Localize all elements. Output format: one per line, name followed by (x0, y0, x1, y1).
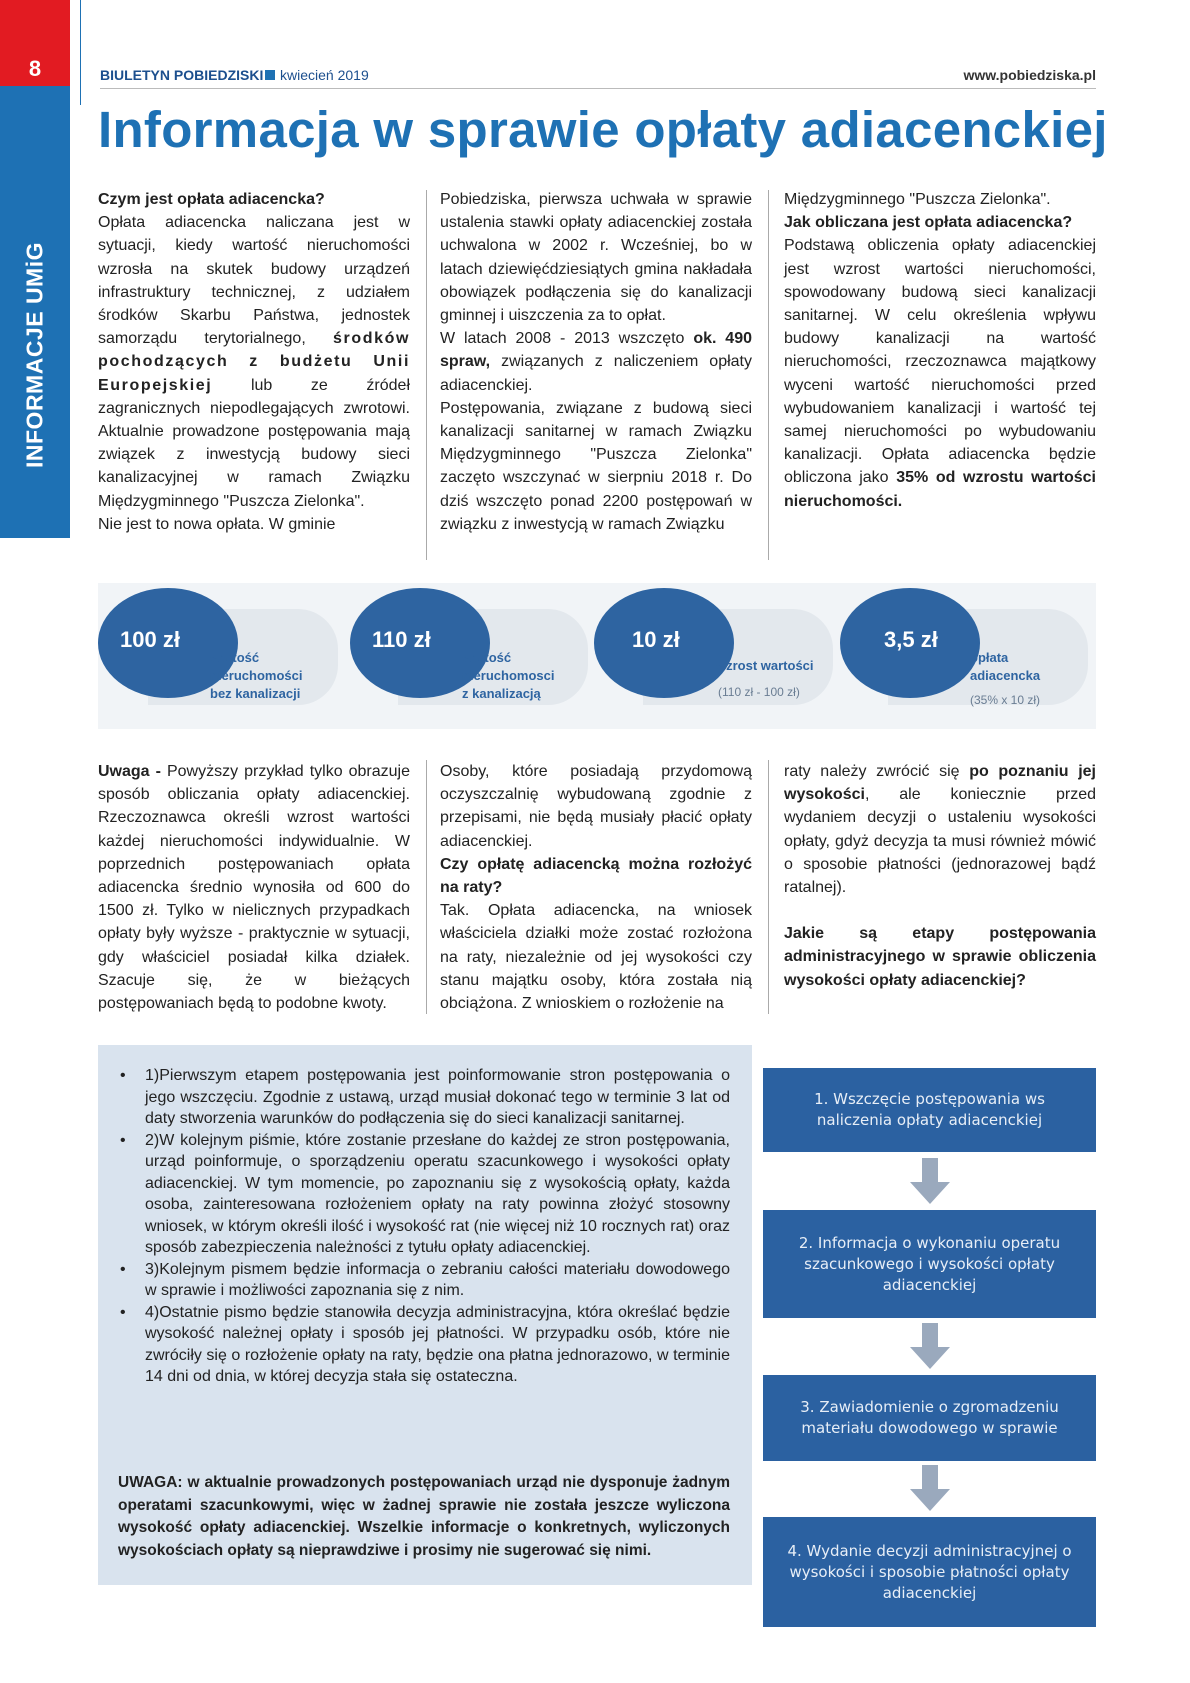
paragraph: Opłata adiacencka naliczana jest w sytuacji, kiedy wartość nieruchomości wzrosła na skutek budowy urządzeń infrastruktury technicznej, z udziałem środków Skarbu Państwa, jednostek samorządu terytorialnego, środków pochodzących z budżetu Unii Europejskiej lub ze źródeł zagranicznych niepodlegających zwrotowi. Aktualnie prowadzone postępowania mają związek z inwestycją budowy sieci kanalizacyjnej w ramach Związku Międzygminnego "Puszcza Zielonka". (98, 214, 410, 510)
section-label: INFORMACJE UMiG (21, 242, 48, 468)
value-label: opłata adiacencka (970, 650, 1041, 683)
section-label-wrap (17, 230, 53, 480)
warning-note: UWAGA: w aktualnie prowadzonych postępowaniach urząd nie dysponuje żadnym operatami szacunkowymi, więc w żadnej sprawie nie została jeszcze wyliczona wysokość opłaty adiacenckiej. Wszelkie informacje o konkretnych, wyliczonych wysokościach opłaty są nieprawdziwe i prosimy nie sugerować się nimi. (118, 1474, 730, 1559)
value-amount: 110 zł (372, 627, 431, 652)
list-item: • 2)W kolejnym piśmie, które zostanie przesłane do każdej ze stron postępowania, urząd poinformuje, o sporządzeniu operatu szacunkowego i wysokości opłaty adiacenckiej. W tym momencie, po zapoznaniu się z wysokością opłaty, każda osoba, zainteresowana rozłożeniem opłaty na raty powinna złożyć stosowny wniosek, w którym określi ilość i wysokość rat (nie więcej niż 10 rocznych rat) oraz sposób zabezpieczenia należności z tytułu opłaty adiacenckiej. (118, 1130, 730, 1259)
paragraph: Uwaga - Powyższy przykład tylko obrazuje sposób obliczania opłaty adiacenckiej. Rzeczoznawca określi wzrost wartości każdej nieruchomości indywidualnie. W poprzednich postępowaniach opłata adiacencka średnio wynosiła od 600 do 1500 zł. Tylko w nielicznych przypadkach opłaty były wyższe - praktycznie w sytuacji, gdy właściciel posiadał kilka działek. Szacuje się, że w bieżących postępowaniach będą to podobne kwoty. (98, 763, 410, 1013)
paragraph: W latach 2008 - 2013 wszczęto ok. 490 spraw, związanych z naliczeniem opłaty adiacenckiej. (440, 330, 752, 394)
paragraph: Nie jest to nowa opłata. W gminie (98, 515, 336, 533)
steps-list (118, 1065, 730, 1388)
value-label: wzrost wartości (716, 658, 814, 673)
paragraph: Międzygminnego "Puszcza Zielonka". (784, 191, 1051, 208)
arrow-down-icon (910, 1323, 950, 1371)
column-divider (768, 190, 769, 560)
value-amount: 3,5 zł (884, 627, 938, 652)
flow-step-3: 3. Zawiadomienie o zgromadzeniu materiału dowodowego w sprawie (763, 1375, 1096, 1461)
flow-step-1: 1. Wszczęcie postępowania ws naliczenia opłaty adiacenckiej (763, 1068, 1096, 1152)
list-item: • 3)Kolejnym pismem będzie informacja o zebraniu całości materiału dowodowego w sprawie i możliwości zapoznania się z nim. (118, 1259, 730, 1302)
value-label: wartość nieruchomości bez kanalizacji (210, 650, 303, 701)
header-square-icon (265, 70, 275, 80)
top-column-1 (98, 188, 410, 536)
publication-name: BIULETYN POBIEDZISKI (100, 67, 264, 83)
procedure-steps-box (98, 1045, 752, 1585)
arrow-down-icon (910, 1465, 950, 1513)
mid-column-3 (784, 760, 1096, 992)
flow-step-2: 2. Informacja o wykonaniu operatu szacunkowego i wysokości opłaty adiacenckiej (763, 1210, 1096, 1318)
paragraph: Pobiedziska, pierwsza uchwała w sprawie ustalenia stawki opłaty adiacenckiej została uchwalona w 2002 r. Wcześniej, bo w latach dziewięćdziesiątych gmina nakładała obowiązek podłączenia się do kanalizacji gminnej i uiszczenia za to opłat. (440, 191, 752, 325)
heading-what-is: Czym jest opłata adiacencka? (98, 191, 325, 208)
value-formula: (35% x 10 zł) (970, 693, 1041, 707)
issue-date: kwiecień 2019 (280, 67, 369, 83)
heading-stages: Jakie są etapy postępowania administracyjnego w sprawie obliczenia wysokości opłaty adiacenckiej? (784, 925, 1096, 989)
heading-how-calculated: Jak obliczana jest opłata adiacencka? (784, 214, 1073, 232)
paragraph: Podstawą obliczenia opłaty adiacenckiej jest wzrost wartości nieruchomości, spowodowany budową sieci kanalizacji sanitarnej. W celu określenia wpływu budowy kanalizacji na wartość nieruchomości, rzeczoznawca majątkowy wyceni wartość nieruchomości przed wybudowaniem kanalizacji i wartość tej samej nieruchomości po wybudowaniu kanalizacji. Opłata adiacencka będzie obliczona jako 35% od wzrostu wartości nieruchomości. (784, 237, 1097, 510)
running-header (100, 67, 1096, 89)
column-divider (768, 760, 769, 1014)
website-url[interactable]: www.pobiedziska.pl (963, 67, 1096, 83)
page-number: 8 (28, 56, 42, 81)
list-item: • 1)Pierwszym etapem postępowania jest poinformowanie stron postępowania o jego wszczęciu. Zgodnie z ustawą, urząd musiał dokonać tego w terminie 3 lat od daty stworzenia warunków do podłączenia się do sieci kanalizacji sanitarnej. (118, 1065, 730, 1130)
top-column-3 (784, 188, 1096, 513)
header-divider (100, 88, 1096, 89)
list-item: • 4)Ostatnie pismo będzie stanowiła decyzja administracyjna, która określać będzie wysokość należnej opłaty i sposób jej płatności. W przypadku osób, które nie zwróciły się o rozłożenie opłaty na raty, będzie ona płatna jednorazowo, w terminie 14 dni od dnia, w której decyzja stała się ostateczna. (118, 1302, 730, 1388)
value-label: wartość nieruchomosci z kanalizacją (462, 650, 555, 701)
paragraph: Postępowania, związane z budową sieci kanalizacji sanitarnej w ramach Związku Międzygminnego "Puszcza Zielonka" zaczęto wszczynać w sierpniu 2018 r. Do dziś wszczęto ponad 2200 postępowań w związku z inwestycją w ramach Związku (440, 399, 752, 533)
column-divider (426, 760, 427, 1014)
mid-column-1 (98, 760, 410, 1015)
page-number-box (0, 0, 70, 86)
flow-step-4: 4. Wydanie decyzji administracyjnej o wysokości i sposobie płatności opłaty adiacenckiej (763, 1517, 1096, 1627)
top-column-2 (440, 188, 752, 536)
value-amount: 100 zł (120, 627, 180, 652)
mid-column-2 (440, 760, 752, 1015)
arrow-down-icon (910, 1158, 950, 1206)
header-vertical-rule (80, 0, 81, 105)
paragraph: raty należy zwrócić się po poznaniu jej wysokości, ale koniecznie przed wydaniem decyzji o ustaleniu wysokości opłaty, gdyż decyzja ta musi również mówić o sposobie płatności (jednorazowej bądź ratalnej). (784, 763, 1096, 897)
value-amount: 10 zł (632, 627, 680, 652)
heading-installments: Czy opłatę adiacencką można rozłożyć na raty? (440, 855, 752, 897)
paragraph: Tak. Opłata adiacencka, na wniosek właściciela działki może zostać rozłożona na raty, niezależnie od jej wysokości czy stanu majątku osoby, która została nią obciążona. Z wnioskiem o rozłożenie na (440, 902, 752, 1013)
article-title: Informacja w sprawie opłaty adiacenckiej (98, 101, 1108, 158)
paragraph: Osoby, które posiadają przydomową oczyszczalnię wybudowaną zgodnie z przepisami, nie będą musiały płacić opłaty adiacenckiej. (440, 763, 752, 850)
calculation-infographic (98, 583, 1096, 729)
value-formula: (110 zł - 100 zł) (718, 685, 800, 699)
column-divider (426, 190, 427, 560)
